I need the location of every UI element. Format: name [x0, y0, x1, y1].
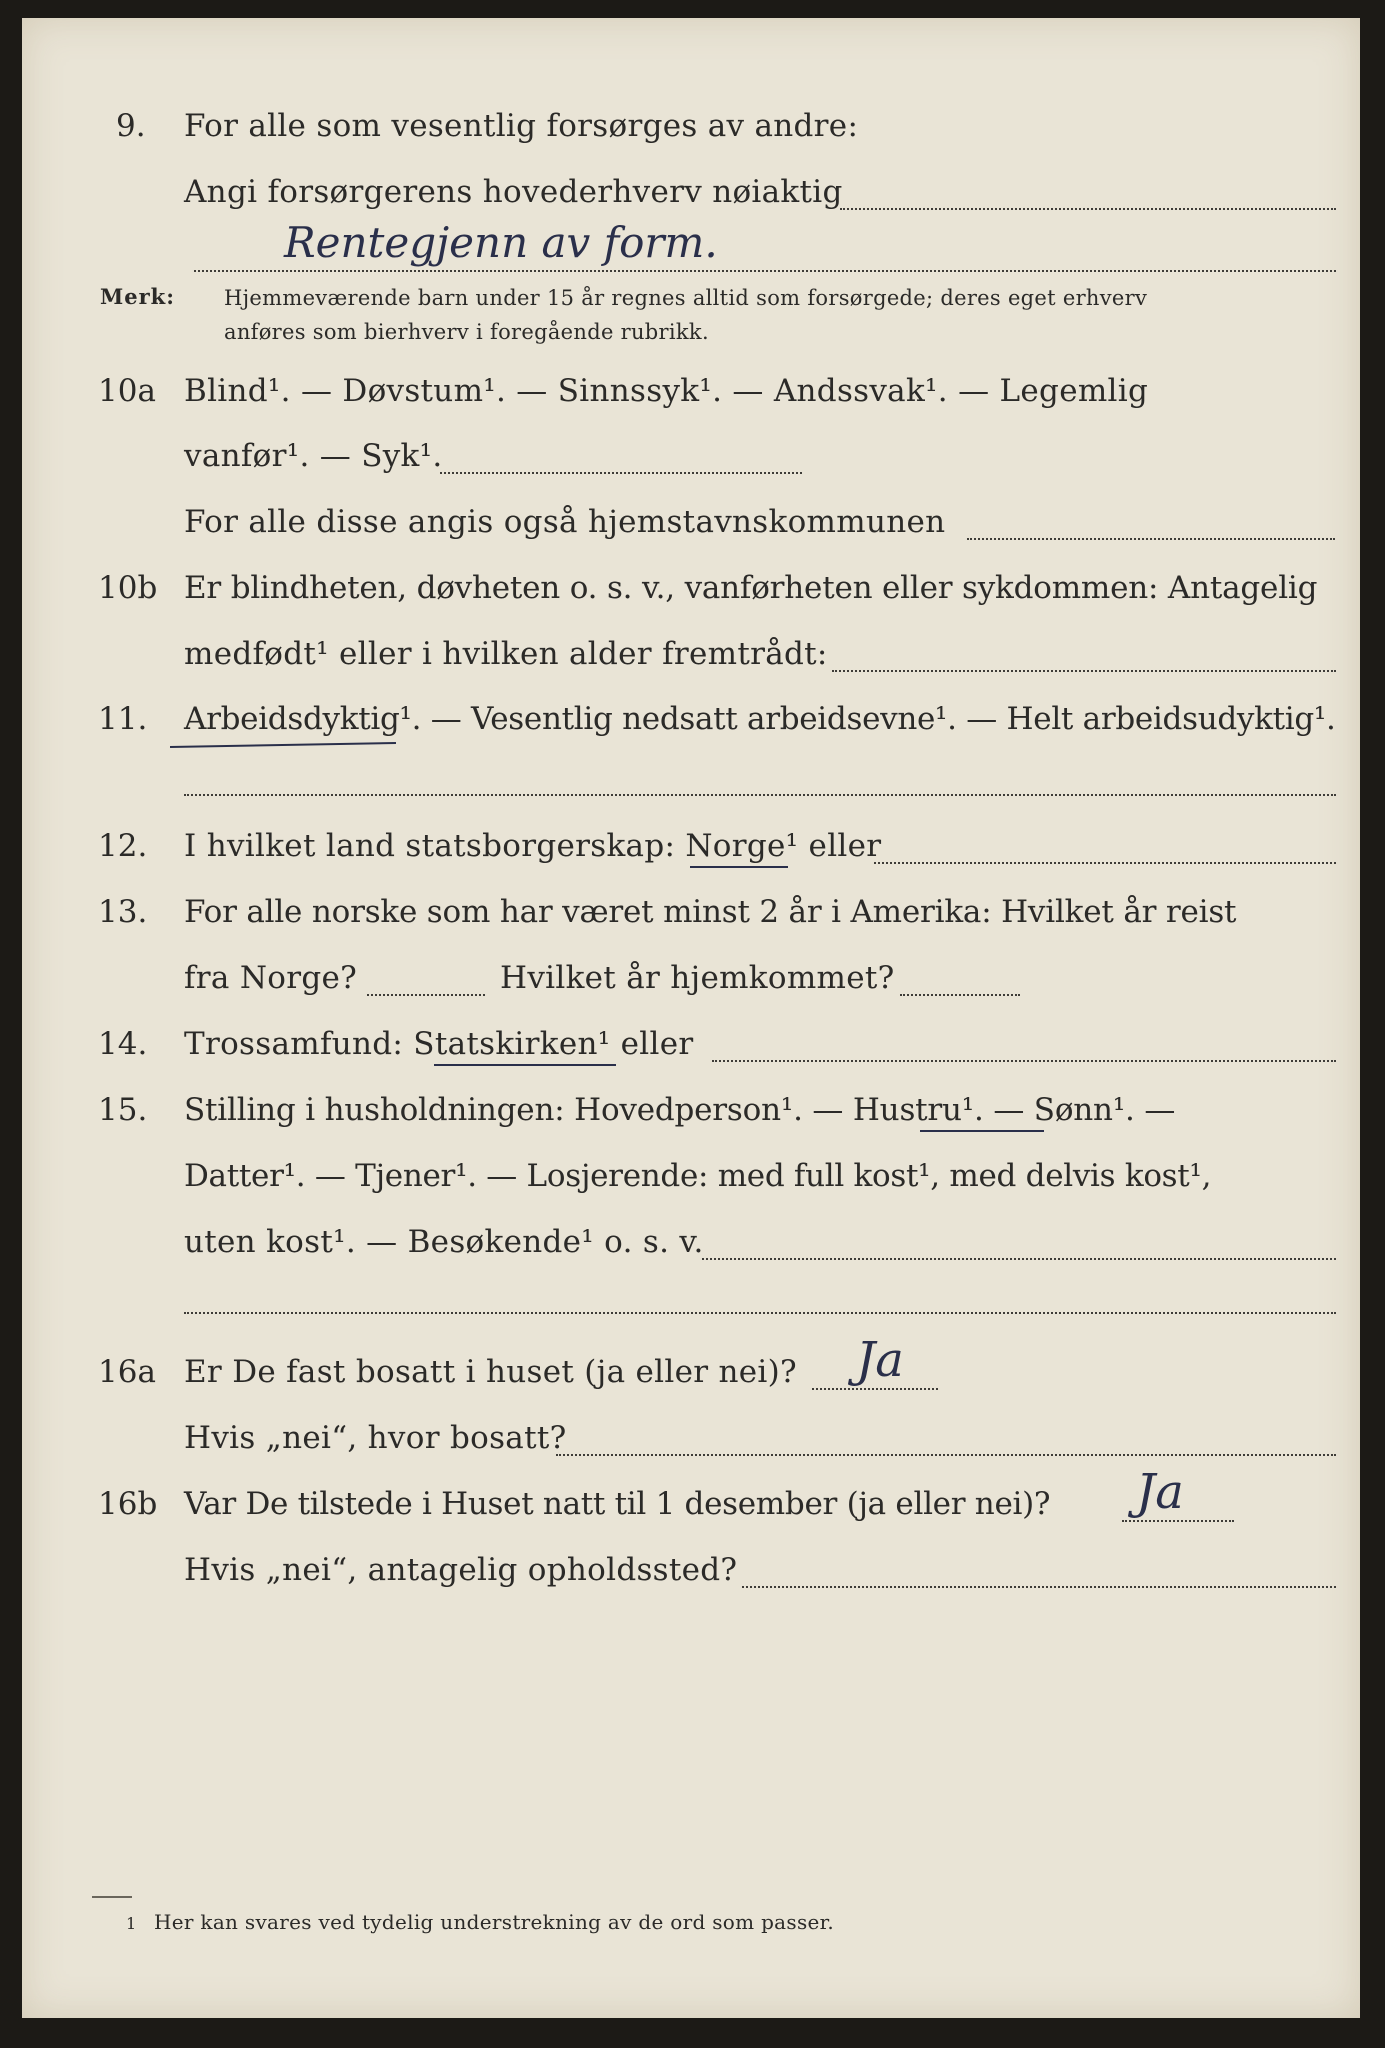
q10a-number: 10a — [98, 373, 156, 409]
footnote-text: Her kan svares ved tydelig understrekning av de ord som passer. — [154, 1910, 834, 1934]
q10b-line1: Er blindheten, døvheten o. s. v., vanførheten eller sykdommen: Antagelig — [184, 570, 1318, 606]
q14-statskirken-underline — [434, 1064, 616, 1066]
q15-hustru-underline — [920, 1130, 1044, 1132]
q9-handwritten-answer: Rentegjenn av form. — [284, 218, 718, 267]
footnote-rule — [92, 1896, 132, 1898]
q15-fill-line2 — [184, 1312, 1336, 1314]
q15-line2: Datter¹. — Tjener¹. — Losjerende: med full kost¹, med delvis kost¹, — [184, 1158, 1212, 1194]
q13-line2a: fra Norge? — [184, 960, 358, 996]
q10a-line2: vanfør¹. — Syk¹. — [184, 438, 443, 474]
q14-fill-line — [712, 1060, 1336, 1062]
q16a-number: 16a — [98, 1354, 156, 1390]
q9-number: 9. — [116, 108, 146, 144]
q13-line1: For alle norske som har været minst 2 år i Amerika: Hvilket år reist — [184, 894, 1237, 930]
q15-number: 15. — [98, 1092, 148, 1128]
q16b-fill-line1 — [1122, 1520, 1234, 1522]
q9-note-label: Merk: — [100, 284, 175, 309]
q14-number: 14. — [98, 1026, 148, 1062]
q16b-line1: Var De tilstede i Huset natt til 1 desember (ja eller nei)? — [184, 1486, 1051, 1522]
q15-line1: Stilling i husholdningen: Hovedperson¹. — Hustru¹. — Sønn¹. — — [184, 1092, 1176, 1128]
q12-line1: I hvilket land statsborgerskap: Norge¹ eller — [184, 828, 882, 864]
q12-fill-line — [874, 862, 1336, 864]
q15-line3: uten kost¹. — Besøkende¹ o. s. v. — [184, 1224, 704, 1260]
q11-arbeidsdyktig-underline — [170, 742, 396, 748]
q16a-fill-line2 — [556, 1454, 1336, 1456]
q12-norge-underline — [690, 866, 788, 868]
q16a-handwritten-answer: Ja — [856, 1332, 904, 1388]
q10a-line1: Blind¹. — Døvstum¹. — Sinnssyk¹. — Andssvak¹. — Legemlig — [184, 373, 1149, 409]
q16a-line2: Hvis „nei“, hvor bosatt? — [184, 1420, 567, 1456]
q16b-number: 16b — [98, 1486, 158, 1522]
q10b-fill-line — [832, 670, 1336, 672]
q9-line1: For alle som vesentlig forsørges av andre: — [184, 108, 859, 144]
q15-fill-line1 — [702, 1258, 1336, 1260]
q9-fill-line2 — [194, 270, 1336, 272]
q11-line1: Arbeidsdyktig¹. — Vesentlig nedsatt arbeidsevne¹. — Helt arbeidsudyktig¹. — [184, 701, 1336, 737]
q16b-line2: Hvis „nei“, antagelig opholdssted? — [184, 1552, 738, 1588]
q13-line2b: Hvilket år hjemkommet? — [500, 960, 895, 996]
q13-fill-line1 — [367, 994, 485, 996]
q16a-fill-line1 — [812, 1388, 938, 1390]
q9-note-line2: anføres som bierhverv i foregående rubrikk. — [224, 320, 709, 344]
q11-number: 11. — [98, 701, 148, 737]
footnote-mark: 1 — [126, 1914, 137, 1933]
q13-fill-line2 — [900, 994, 1020, 996]
q16a-line1: Er De fast bosatt i huset (ja eller nei)? — [184, 1354, 797, 1390]
q13-number: 13. — [98, 894, 148, 930]
q10b-line2: medfødt¹ eller i hvilken alder fremtrådt: — [184, 636, 828, 672]
q16b-fill-line2 — [742, 1586, 1336, 1588]
q11-fill-line — [184, 794, 1336, 796]
q10b-number: 10b — [98, 570, 158, 606]
q12-number: 12. — [98, 828, 148, 864]
census-form-page — [22, 18, 1360, 2018]
q16b-handwritten-answer: Ja — [1136, 1464, 1184, 1520]
q9-fill-line1 — [840, 208, 1336, 210]
q14-line1: Trossamfund: Statskirken¹ eller — [184, 1026, 694, 1062]
q10a-fill-line1 — [440, 472, 802, 474]
q10a-line3: For alle disse angis også hjemstavnskommunen — [184, 504, 946, 540]
q9-note-line1: Hjemmeværende barn under 15 år regnes alltid som forsørgede; deres eget erhverv — [224, 286, 1148, 310]
q10a-fill-line2 — [967, 538, 1335, 540]
q9-line2: Angi forsørgerens hovederhverv nøiaktig — [184, 174, 843, 210]
